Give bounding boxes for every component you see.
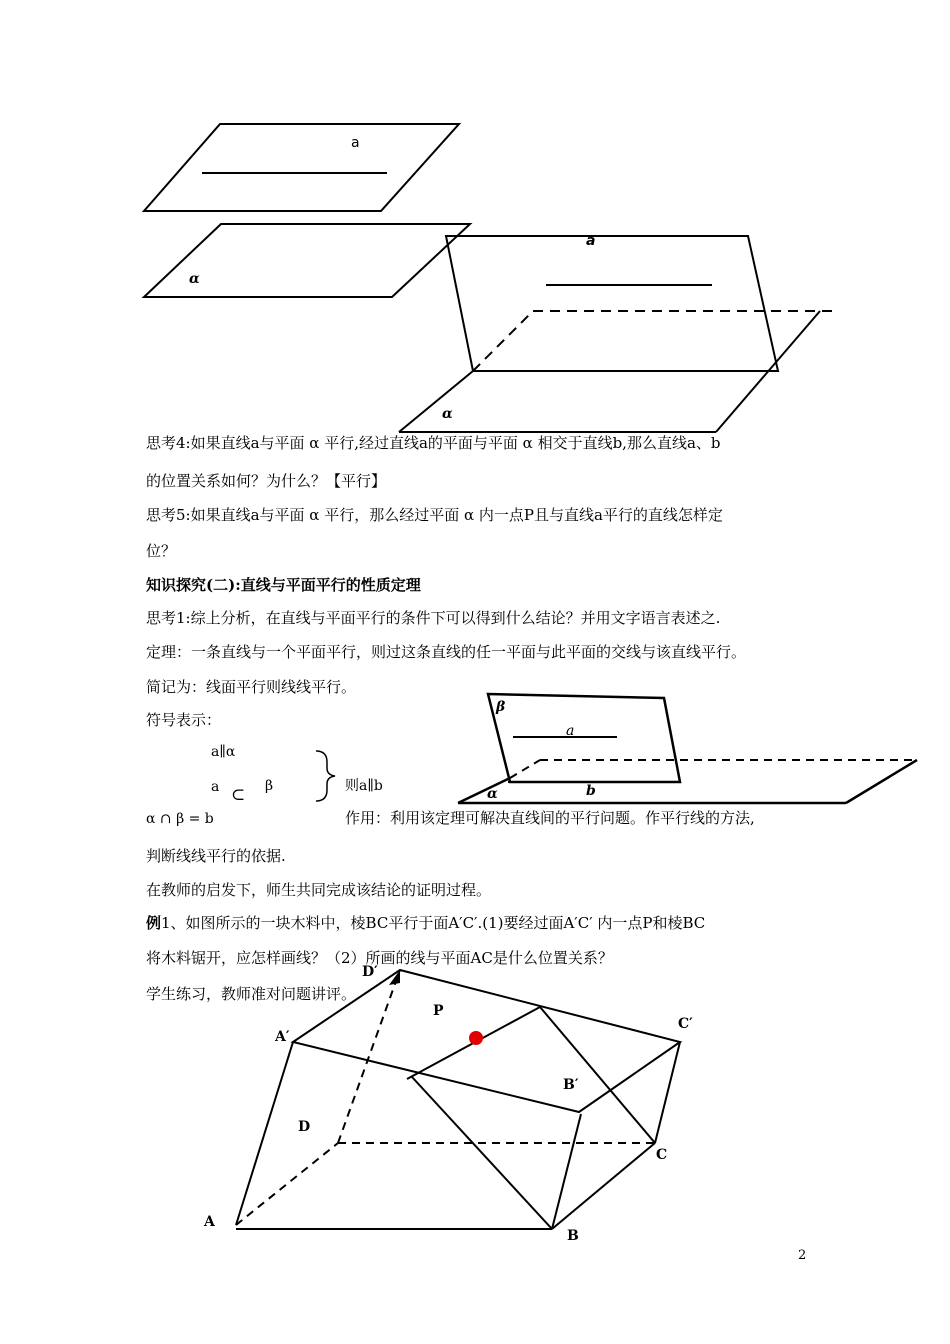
condition-1: a∥α (211, 744, 236, 760)
example-label: 例 (146, 914, 162, 932)
example-text: 1、如图所示的一块木料中，棱BC平行于面A′C′.(1)要经过面A′C′ 内一点P和棱BC (161, 914, 706, 932)
top-face (293, 970, 680, 1112)
label-C-prime: C′ (678, 1016, 693, 1032)
example-line2: 将木料锯开，应怎样画线？（2）所画的线与平面AC是什么位置关系？ (146, 949, 613, 967)
label-C: C (656, 1147, 668, 1163)
label-D: D (298, 1119, 311, 1135)
fig2-label-alpha: α (442, 406, 453, 422)
fig3-label-alpha: α (487, 786, 498, 802)
think5-line2: 位？ (146, 542, 177, 560)
symbol-label: 符号表示： (146, 711, 222, 729)
effect-line2: 判断线线平行的依据. (146, 847, 286, 865)
teacher-line: 在教师的启发下，师生共同完成该结论的证明过程。 (146, 881, 492, 899)
point-P (469, 1031, 483, 1045)
label-P: P (433, 1003, 444, 1019)
theorem: 定理：一条直线与一个平面平行，则过这条直线的任一平面与此平面的交线与该直线平行。 (146, 643, 747, 661)
think4-line1: 思考4:如果直线a与平面 α 平行,经过直线a的平面与平面 α 相交于直线b,那么直线a、b (146, 434, 721, 452)
think4-line2: 的位置关系如何？为什么？【平行】 (146, 472, 387, 490)
condition-2-beta: β (265, 778, 274, 794)
arrow-head-dprime (389, 970, 400, 985)
label-D-prime: D′ (362, 964, 378, 980)
fig2-label-a: a (586, 233, 596, 249)
fig3-label-b: b (586, 783, 596, 799)
edge-B-Bprime (552, 1114, 581, 1229)
fig1-label-alpha: α (189, 271, 200, 287)
conclusion: 则a∥b (345, 778, 383, 794)
condition-3: α ∩ β = b (146, 811, 214, 827)
label-A: A (204, 1214, 215, 1230)
practice-line: 学生练习，教师准对问题讲评。 (146, 985, 357, 1003)
subset-symbol: ⊂ (231, 785, 246, 805)
label-A-prime: A′ (275, 1029, 290, 1045)
section-title: 知识探究(二):直线与平面平行的性质定理 (146, 576, 421, 594)
effect-line1: 作用：利用该定理可解决直线间的平行问题。作平行线的方法, (345, 809, 755, 827)
page-number: 2 (798, 1248, 807, 1263)
fig3-label-a: a (566, 723, 575, 739)
think1: 思考1:综上分析，在直线与平面平行的条件下可以得到什么结论？并用文字语言表述之. (146, 609, 721, 627)
label-B: B (567, 1228, 579, 1244)
fig3-label-beta: β (496, 699, 506, 715)
edge-A-Aprime (236, 1042, 293, 1225)
condition-2-a: a (211, 779, 220, 795)
brief: 简记为：线面平行则线线平行。 (146, 678, 357, 696)
edge-A-D-dashed (236, 1143, 338, 1225)
fig1-label-a: a (351, 135, 360, 151)
edge-B-C (552, 1143, 655, 1229)
label-B-prime: B′ (563, 1077, 579, 1093)
edge-D-Dprime-dashed (338, 970, 400, 1143)
cut-line-to-C (540, 1007, 655, 1143)
think5-line1: 思考5:如果直线a与平面 α 平行，那么经过平面 α 内一点P且与直线a平行的直线怎样定 (146, 506, 723, 524)
